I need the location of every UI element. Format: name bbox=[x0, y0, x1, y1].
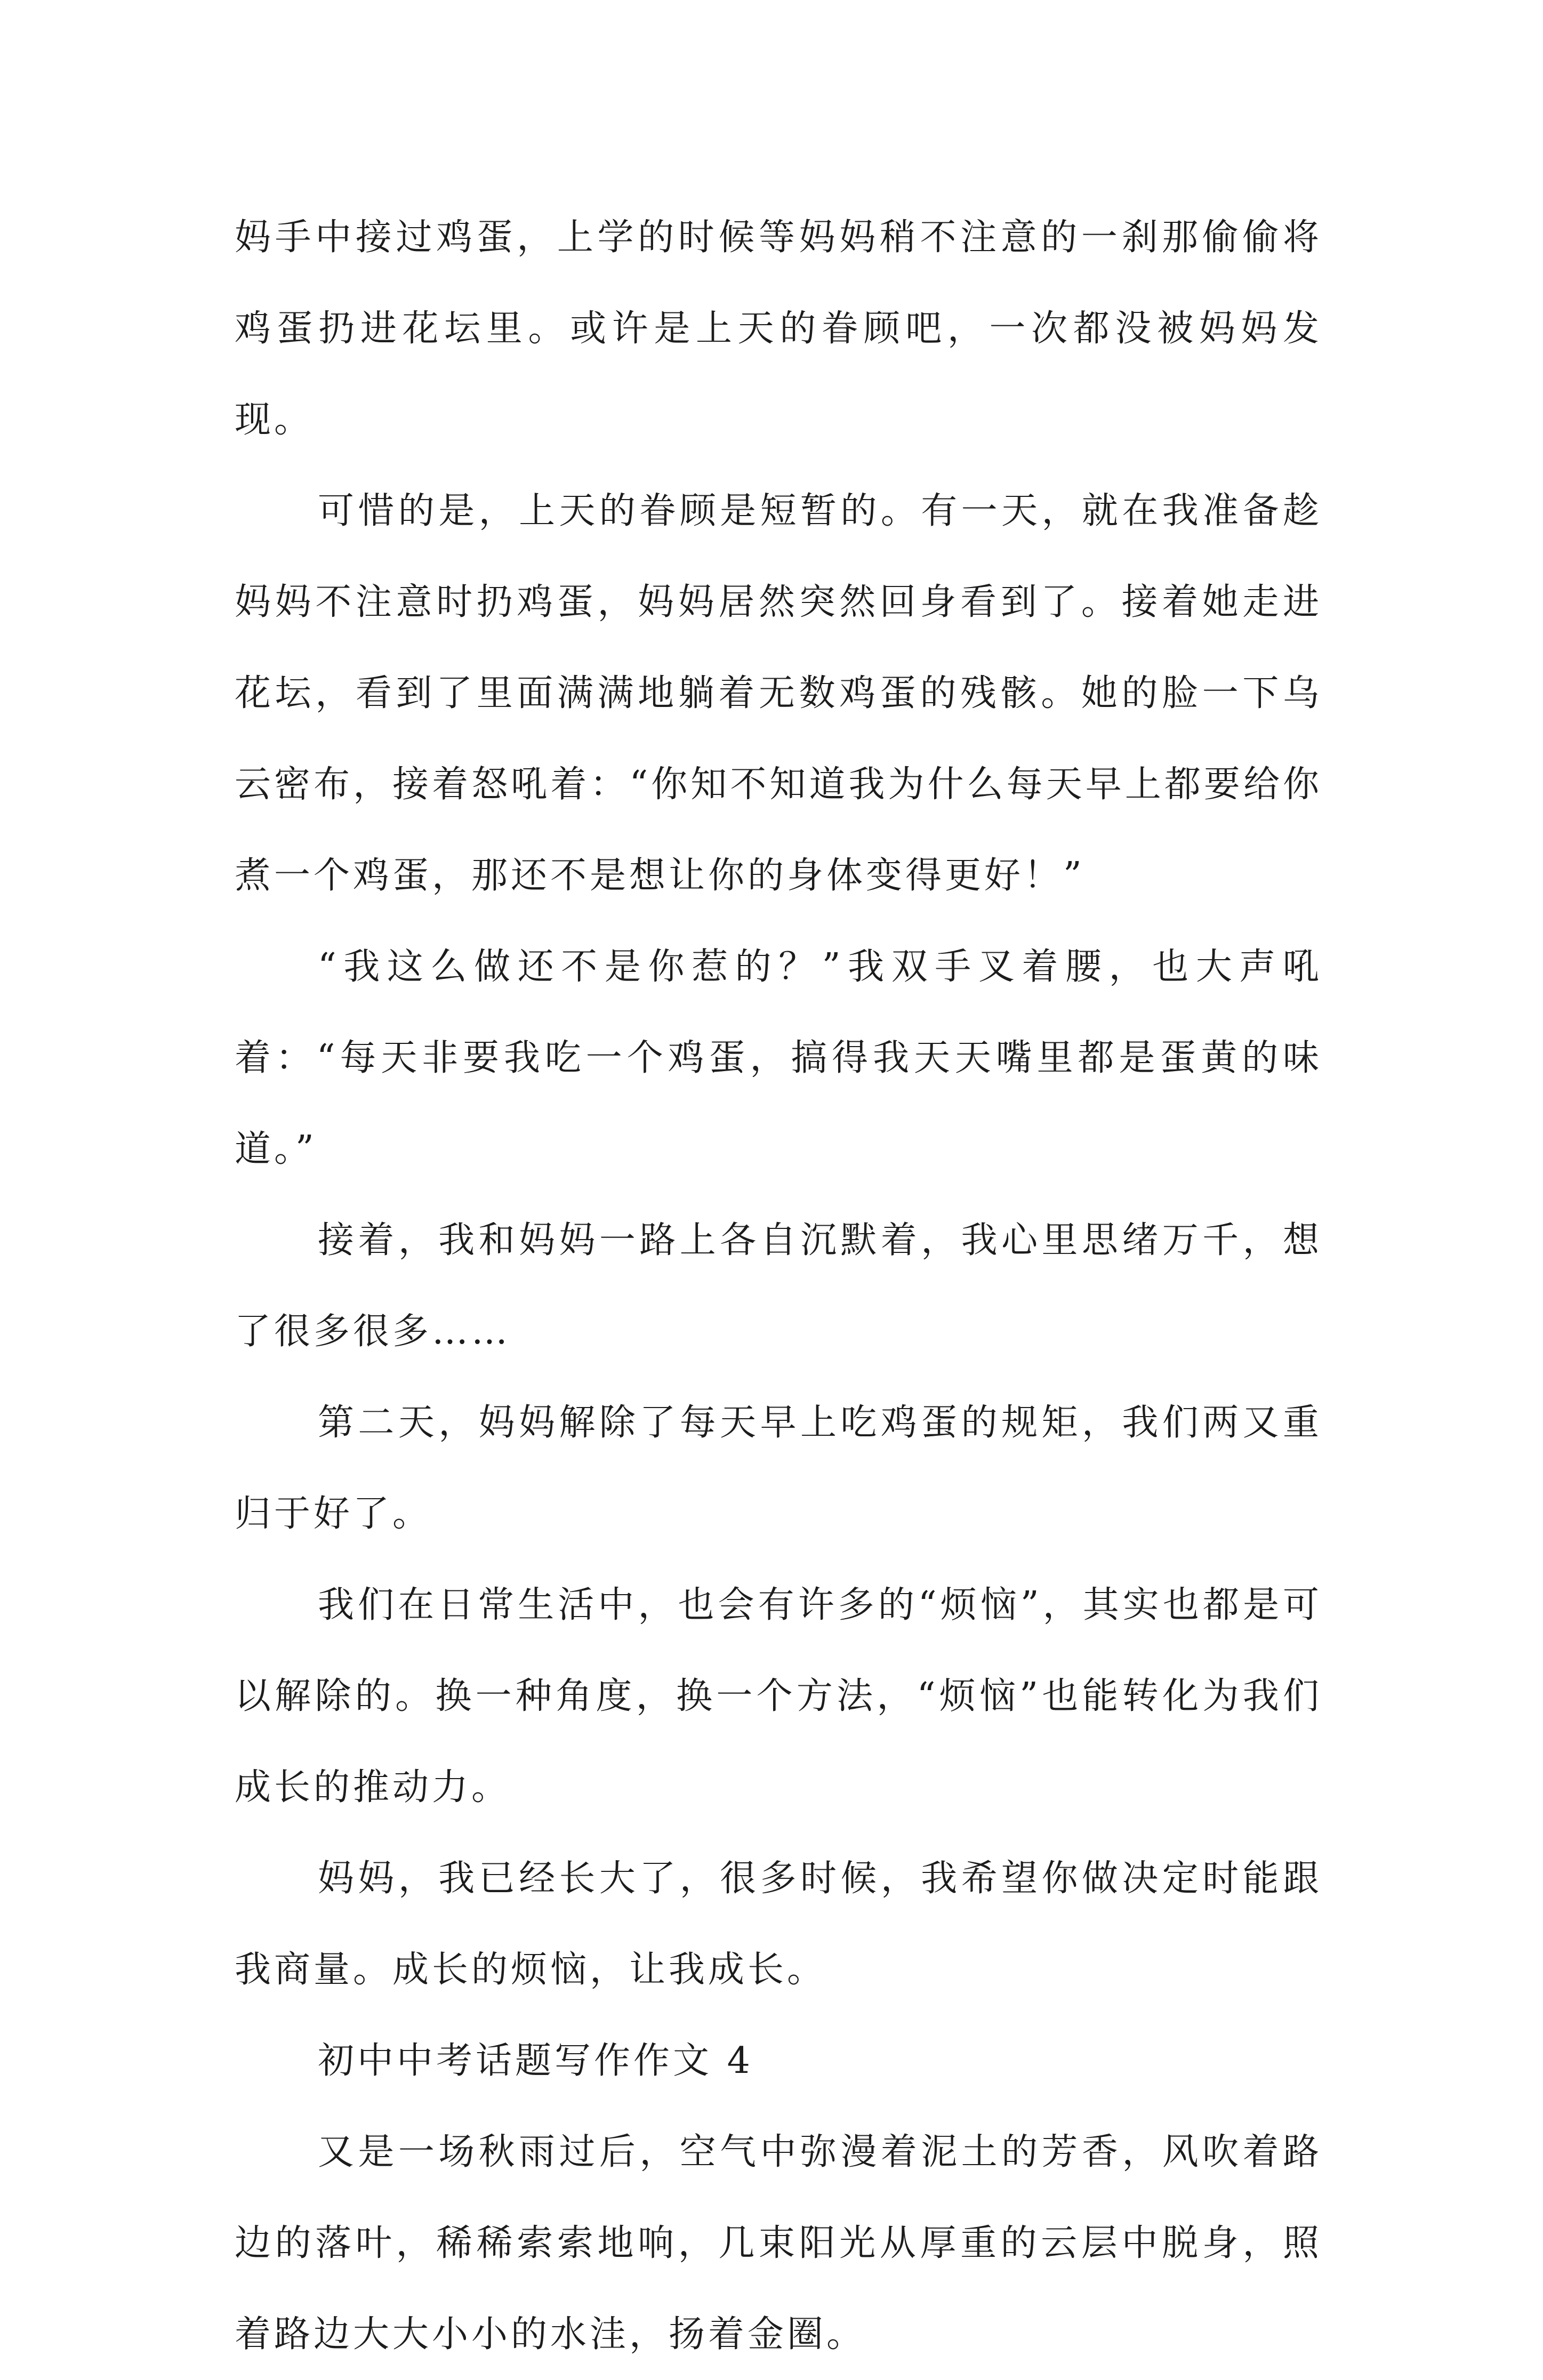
paragraph-2: 可惜的是，上天的眷顾是短暂的。有一天，就在我准备趁妈妈不注意时扔鸡蛋，妈妈居然突然回身看到了。接着她走进花坛，看到了里面满满地躺着无数鸡蛋的残骸。她的脸一下乌云密布，接着怒吼着：“你知不知道我为什么每天早上都要给你煮一个鸡蛋，那还不是想让你的身体变得更好！” bbox=[235, 490, 1322, 897]
paragraph-8: 又是一场秋雨过后，空气中弥漫着泥土的芳香，风吹着路边的落叶，稀稀索索地响，几束阳光从厚重的云层中脱身，照着路边大大小小的水洼，扬着金圈。 bbox=[235, 2131, 1322, 2355]
paragraph-1: 妈手中接过鸡蛋，上学的时候等妈妈稍不注意的一刹那偷偷将鸡蛋扔进花坛里。或许是上天的眷顾吧，一次都没被妈妈发现。 bbox=[235, 216, 1322, 441]
paragraph-3: “我这么做还不是你惹的？”我双手叉着腰，也大声吼着：“每天非要我吃一个鸡蛋，搞得我天天嘴里都是蛋黄的味道。” bbox=[235, 946, 1322, 1170]
paragraph-7: 妈妈，我已经长大了，很多时候，我希望你做决定时能跟我商量。成长的烦恼，让我成长。 bbox=[235, 1858, 1322, 1991]
paragraph-6: 我们在日常生活中，也会有许多的“烦恼”，其实也都是可以解除的。换一种角度，换一个方法，“烦恼”也能转化为我们成长的推动力。 bbox=[235, 1584, 1322, 1808]
paragraph-5: 第二天，妈妈解除了每天早上吃鸡蛋的规矩，我们两又重归于好了。 bbox=[235, 1402, 1322, 1535]
section-heading: 初中中考话题写作作文 4 bbox=[318, 2040, 753, 2082]
paragraph-4: 接着，我和妈妈一路上各自沉默着，我心里思绪万千，想了很多很多…… bbox=[235, 1219, 1322, 1353]
document-body bbox=[235, 192, 1322, 2380]
